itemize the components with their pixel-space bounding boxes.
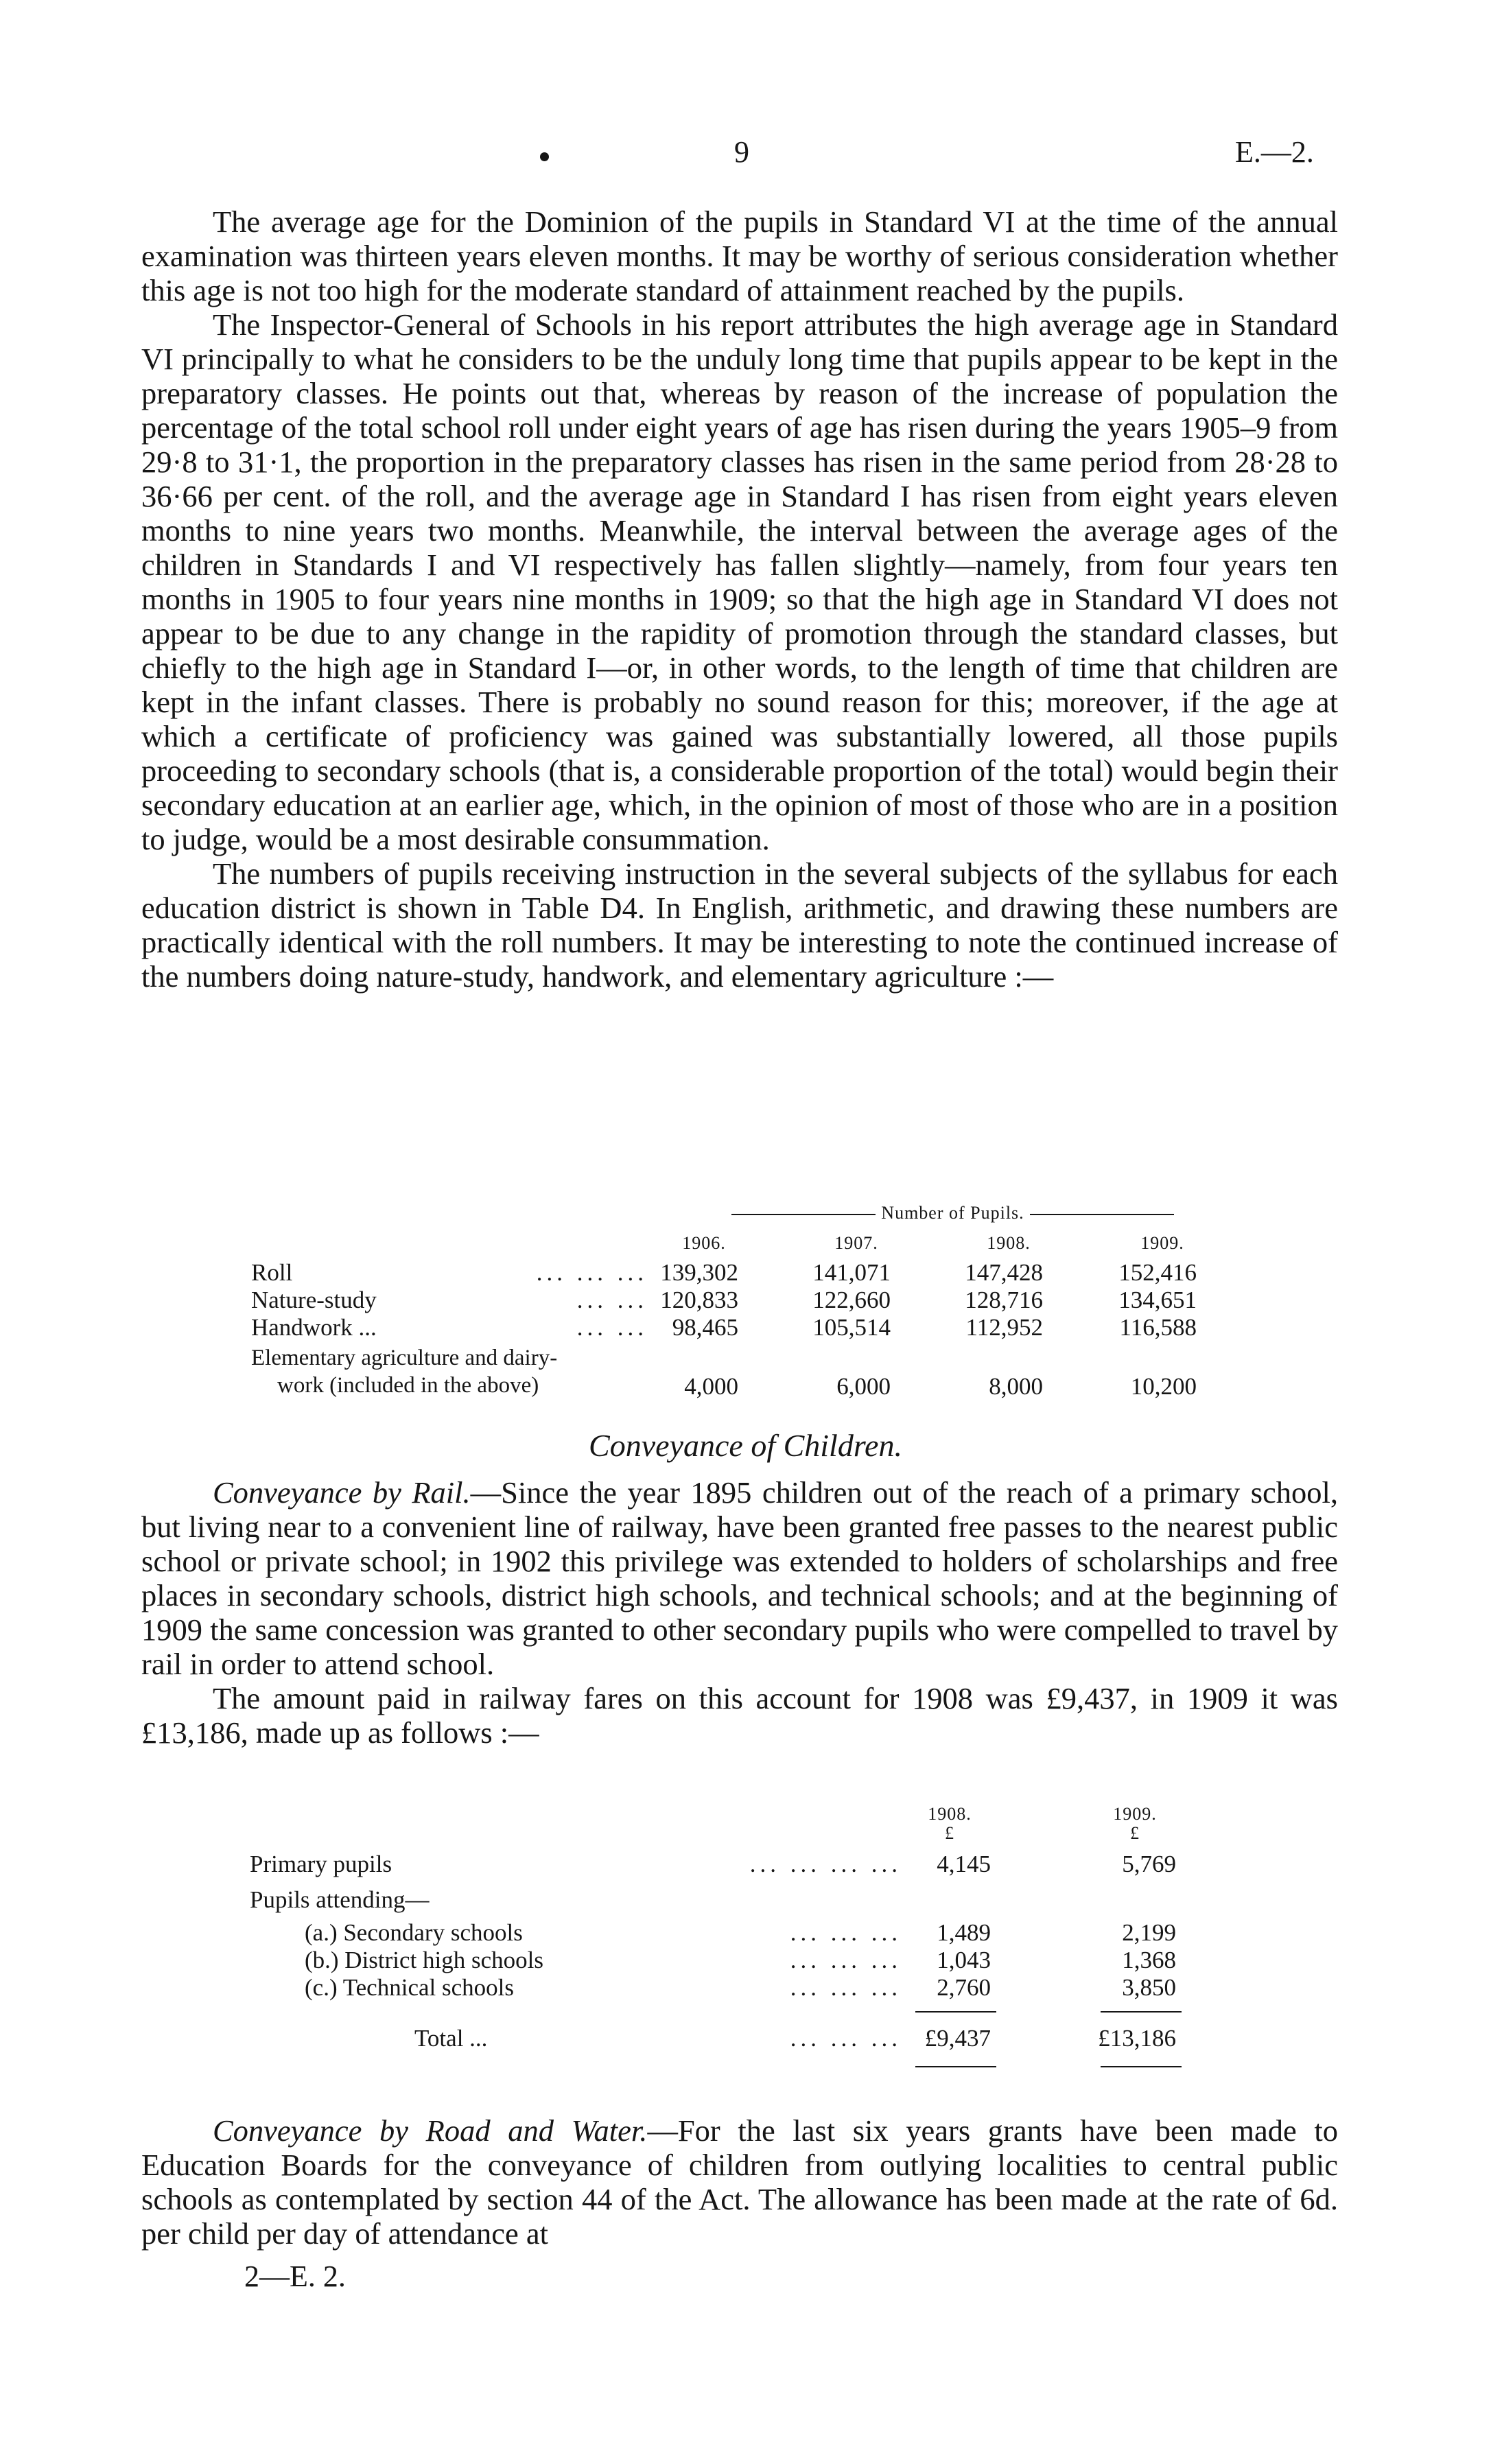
footer-signature: 2—E. 2. — [244, 2260, 346, 2293]
table-cell-total: £9,437 — [924, 2025, 991, 2052]
table-cell: 3,850 — [1122, 1974, 1176, 2001]
table-cell-total: £13,186 — [1098, 2025, 1176, 2052]
table-cell: 1,368 — [1122, 1947, 1176, 1973]
table-cell: 4,000 — [684, 1373, 738, 1400]
paragraph-fares: The amount paid in railway fares on this account for 1908 was £9,437, in 1909 it was £13,186, made up as follows :— — [141, 1681, 1338, 1750]
dot-leader: ... ... ... — [790, 1947, 902, 1973]
table-cell: 141,071 — [812, 1259, 891, 1286]
table-cell: 122,660 — [812, 1287, 891, 1313]
table-cell: 147,428 — [965, 1259, 1043, 1286]
currency-symbol: £ — [1130, 1823, 1140, 1843]
paragraph-subjects: The numbers of pupils receiving instruction in the several subjects of the syllabus for each education district is shown in Table D4. In English, arithmetic, and drawing these numbers are practically identical with the roll numbers. It may be interesting to note the continued increase of the numbers doing nature-study, handwork, and elementary agriculture :— — [141, 856, 1338, 994]
currency-symbol: £ — [945, 1823, 954, 1843]
table-cell: 152,416 — [1118, 1259, 1197, 1286]
table-cell: 1,043 — [937, 1947, 991, 1973]
year-header: 1908. — [928, 1804, 972, 1824]
table-cell: 134,651 — [1118, 1287, 1197, 1313]
dot-leader: ... ... — [576, 1287, 648, 1313]
table-cell: 6,000 — [836, 1373, 891, 1400]
table-cell: 120,833 — [660, 1287, 738, 1313]
row-label: (c.) Technical schools — [305, 1974, 514, 2001]
table-cell: 98,465 — [672, 1314, 738, 1341]
row-label: Handwork ... — [251, 1314, 377, 1341]
row-label: Roll — [251, 1259, 293, 1286]
table-cell: 10,200 — [1130, 1373, 1197, 1400]
row-label: Elementary agriculture and dairy- — [251, 1346, 558, 1370]
table-cell: 5,769 — [1122, 1851, 1176, 1877]
paragraph-road — [141, 2113, 1338, 2251]
series-code: E.—2. — [1235, 135, 1314, 169]
row-label: Primary pupils — [250, 1851, 392, 1877]
row-label: (a.) Secondary schools — [305, 1919, 523, 1946]
paragraph-standard-vi-age: The average age for the Dominion of the pupils in Standard VI at the time of the annual examination was thirteen years eleven months. It may be worthy of serious consideration whether this age is not too high for the moderate standard of attainment reached by the pupils. — [141, 204, 1338, 307]
table-cell: 4,145 — [937, 1851, 991, 1877]
table-cell: 8,000 — [989, 1373, 1043, 1400]
dot-leader: ... ... ... — [790, 1974, 902, 2001]
dot-leader: ... ... ... — [536, 1259, 648, 1286]
year-header: 1907. — [834, 1233, 878, 1253]
paragraph-inspector-report: The Inspector-General of Schools in his report attributes the high average age in Standard VI principally to what he considers to be the unduly long time that pupils appear to be kept in the preparatory classes. He points out that, whereas by reason of the increase of population the percentage of the total school roll under eight years of age has risen during the years 1905–9 from 29·8 to 31·1, the proportion in the preparatory classes has risen in the same period from 28·28 to 36·66 per cent. of the roll, and the average age in Standard I has risen from eight years eleven months to nine years two months. Meanwhile, the interval between the average ages of the children in Standards I and VI respectively has fallen slightly—namely, from four years ten months in 1905 to four years nine months in 1909; so that the high age in Standard VI does not appear to be due to any change in the rapidity of promotion through the standard classes, but chiefly to the high age in Standard I—or, in other words, to the length of time that children are kept in the infant classes. There is probably no sound reason for this; moreover, if the age at which a certificate of proficiency was gained was substantially lowered, all those pupils proceeding to secondary schools (that is, a considerable proportion of the total) would begin their secondary education at an earlier age, which, in the opinion of most of those who are in a position to judge, would be a most desirable consummation. — [141, 307, 1338, 856]
rail-text: —Since the year 1895 children out of the reach of a primary school, but living near to a convenient line of railway, have been granted free passes to the nearest public school or private school; in 1902 this privilege was extended to holders of scholarships and free places in secondary schools, district high schools, and technical schools; and at the beginning of 1909 the same concession was granted to other secondary pupils who were compelled to travel by rail in order to attend school. — [141, 1475, 1338, 1681]
paragraph-rail — [141, 1475, 1338, 1681]
table-cell: 128,716 — [965, 1287, 1043, 1313]
road-section — [141, 2113, 1338, 2251]
table-cell: 2,199 — [1122, 1919, 1176, 1946]
print-mark — [540, 152, 549, 161]
table-cell: 105,514 — [812, 1314, 891, 1341]
total-rule — [1101, 2066, 1182, 2067]
table-cell: 112,952 — [965, 1314, 1043, 1341]
road-text: —For the last six years grants have been made to Education Boards for the conveyance of children from outlying localities to central public schools as contemplated by section 44 of the Act. The allowance has been made at the rate of 6d. per child per day of attendance at — [141, 2113, 1338, 2251]
table-group-header: Number of Pupils. — [663, 1203, 1243, 1223]
rail-heading: Conveyance by Rail. — [213, 1475, 471, 1510]
dot-leader: ... ... ... — [790, 1919, 902, 1946]
table-cell: 139,302 — [660, 1259, 738, 1286]
year-header: 1909. — [1140, 1233, 1184, 1253]
sum-rule — [1101, 2011, 1182, 2013]
section-title: Conveyance of Children. — [589, 1428, 902, 1463]
dot-leader: ... ... ... ... — [749, 1851, 902, 1877]
dot-leader: ... ... — [576, 1314, 648, 1341]
road-heading: Conveyance by Road and Water. — [213, 2113, 648, 2148]
table-cell: 116,588 — [1119, 1314, 1197, 1341]
row-label: Nature-study — [251, 1287, 377, 1313]
row-label: Pupils attending— — [250, 1886, 430, 1913]
dot-leader: ... ... ... — [790, 2025, 902, 2052]
year-header: 1906. — [682, 1233, 726, 1253]
table-cell: 1,489 — [937, 1919, 991, 1946]
total-rule — [915, 2066, 996, 2067]
row-label: (b.) District high schools — [305, 1947, 544, 1973]
table-cell: 2,760 — [937, 1974, 991, 2001]
total-label: Total ... — [414, 2025, 488, 2052]
year-header: 1908. — [987, 1233, 1031, 1253]
row-label-continued: work (included in the above) — [277, 1373, 539, 1398]
intro-text — [141, 204, 1338, 994]
rail-section — [141, 1475, 1338, 1750]
year-header: 1909. — [1113, 1804, 1157, 1824]
page-number: 9 — [734, 135, 749, 169]
sum-rule — [915, 2011, 996, 2013]
